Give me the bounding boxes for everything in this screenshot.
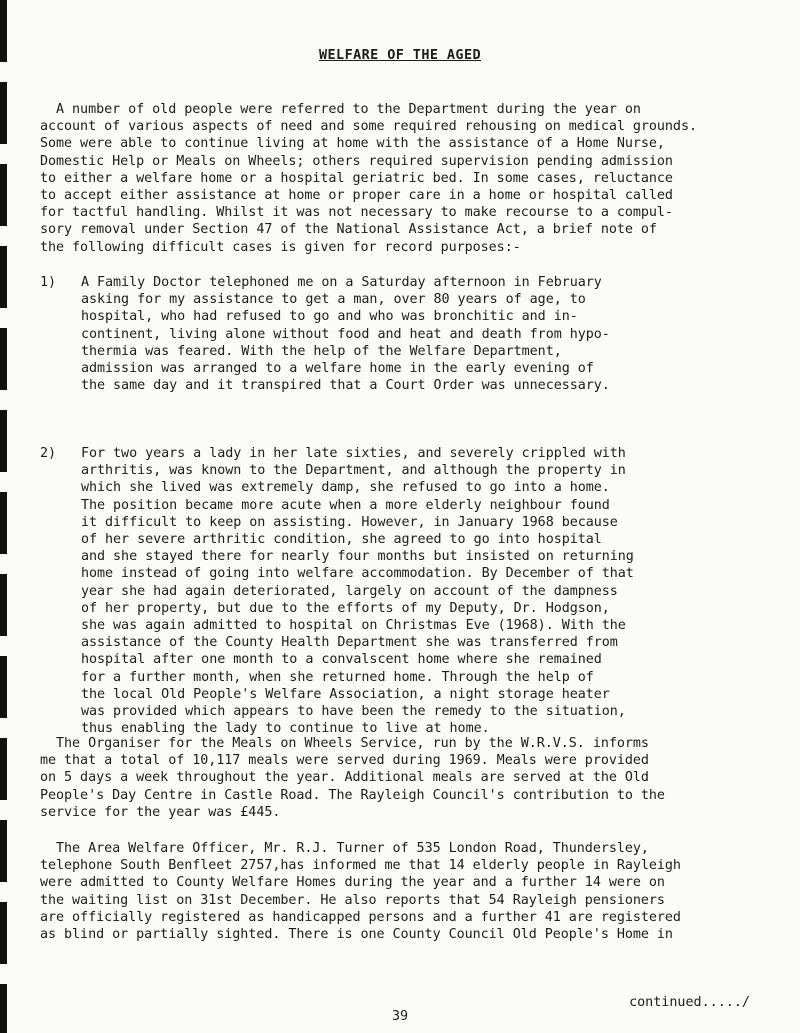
case-2-text: For two years a lady in her late sixties, and severely crippled with arthritis, was known to the Department, and although the property in which she lived was extremely damp, she refused to go into a home. The position became more acute when a more elderly neighbour found it difficult to keep on assisting. However, in January 1968 because of her severe arthritic condition, she agreed to go into hospital and she stayed there for nearly four months but insisted on returning home instead of going into welfare accommodation. By December of that year she had again deteriorated, largely on account of the dampness of her property, but due to the efforts of my Deputy, Dr. Hodgson, she was again admitted to hospital on Christmas Eve (1968). With the assistance of the County Health Department she was transferred from hospital after one month to a convalscent home where she remained for a further month, when she returned home. Through the help of the local Old People's Welfare Association, a night storage heater was provided which appears to have been the remedy to the situation, thus enabling the lady to continue to live at home. [81,446,634,737]
case-1-number: 1) [40,275,57,290]
continued-note: continued...../ [629,995,750,1010]
meals-on-wheels-paragraph: The Organiser for the Meals on Wheels Service, run by the W.R.V.S. informs me that a total of 10,117 meals were served during 1969. Meals were provided on 5 days a week throughout the year. Additional meals are served at the Old People's Day Centre in Castle Road. The Rayleigh Council's contribution to the service for the year was £445. [40,736,665,820]
intro-paragraph: A number of old people were referred to the Department during the year on account of various aspects of need and some required rehousing on medical grounds. Some were able to continue living at home with the assistance of a Home Nurse, Domestic Help or Meals on Wheels; others required supervision pending admission to either a welfare home or a hospital geriatric bed. In some cases, reluctance to accept either assistance at home or proper care in a home or hospital called for tactful handling. Whilst it was not necessary to make recourse to a compul- sory removal under Section 47 of the National Assistance Act, a brief note of the following difficult cases is given for record purposes:- [40,102,697,255]
area-welfare-paragraph: The Area Welfare Officer, Mr. R.J. Turner of 535 London Road, Thundersley, telephone South Benfleet 2757,has informed me that 14 elderly people in Rayleigh were admitted to County Welfare Homes during the year and a further 14 were on the waiting list on 31st December. He also reports that 54 Rayleigh pensioners are officially registered as handicapped persons and a further 41 are registered as blind or partially sighted. There is one County Council Old People's Home in [40,841,681,943]
case-2-number: 2) [40,446,57,461]
case-1-text: A Family Doctor telephoned me on a Saturday afternoon in February asking for my assistance to get a man, over 80 years of age, to hospital, who had refused to go and who was bronchitic and in- continent, living alone without food and heat and death from hypo- thermia was feared. With the help of the Welfare Department, admission was arranged to a welfare home in the early evening of the same day and it transpired that a Court Order was unnecessary. [81,275,610,394]
page-title: WELFARE OF THE AGED [318,47,482,63]
page-number: 39 [391,1009,409,1024]
